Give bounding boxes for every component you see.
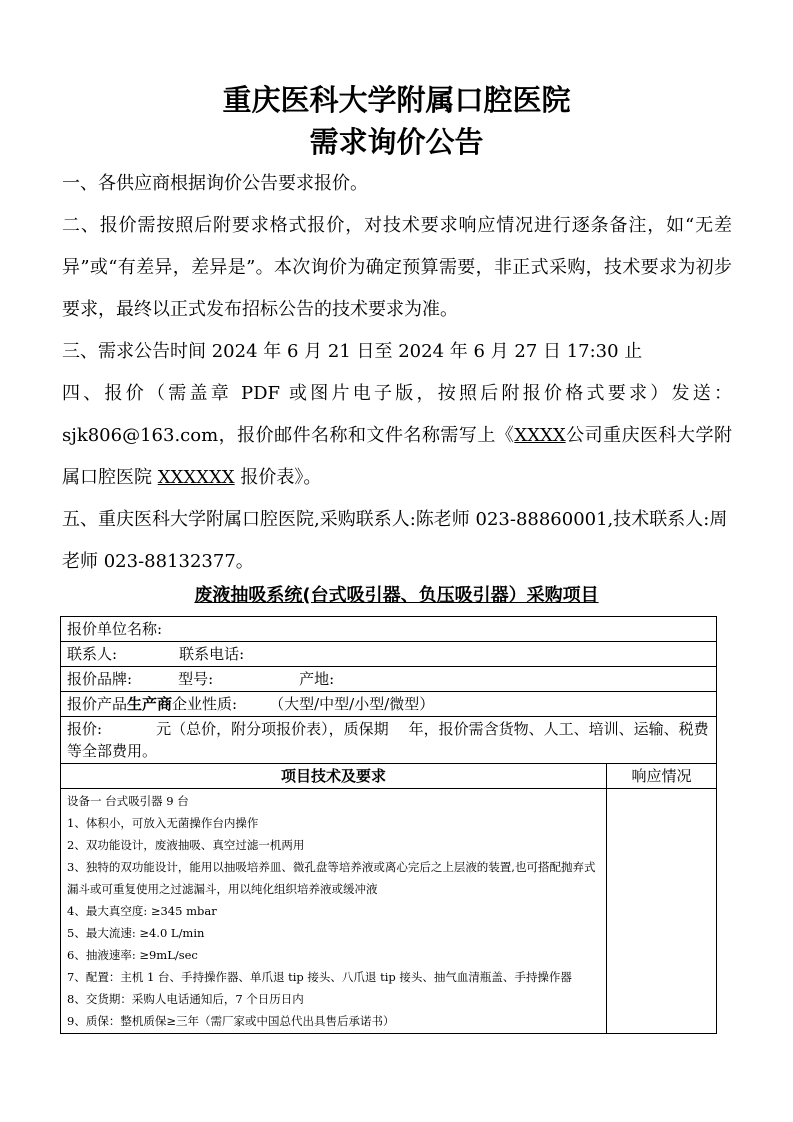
maker-label-a: 报价产品 — [67, 695, 128, 713]
price-label-c: 年，报价需含货物、人工、培训、运输、税费等全部费用。 — [67, 720, 709, 760]
phone-label: 联系电话: — [179, 645, 245, 663]
table-row — [61, 667, 717, 692]
response-header: 响应情况 — [631, 767, 692, 785]
tech-item: 7、配置：主机 1 台、手持操作器、单爪退 tip 接头、八爪退 tip 接头、抽气血清瓶盖、手持操作器 — [67, 970, 572, 984]
company-placeholder: XXXX — [514, 425, 566, 446]
paragraph-3: 三、需求公告时间 2024 年 6 月 21 日至 2024 年 6 月 27 日 17:30 止 — [62, 341, 643, 362]
paragraph-1: 一、各供应商根据询价公告要求报价。 — [62, 173, 368, 194]
maker-options: （大型/中型/小型/微型） — [269, 695, 435, 713]
price-cell — [61, 717, 717, 764]
paragraph-4-text-c: 报价表》。 — [234, 467, 322, 488]
contact-label: 联系人: — [67, 645, 118, 663]
document-title: 重庆医科大学附属口腔医院 — [222, 83, 571, 117]
quote-form-table — [60, 616, 717, 1034]
table-row — [61, 642, 717, 667]
table-row — [61, 617, 717, 642]
paragraph-2: 二、报价需按照后附要求格式报价，对技术要求响应情况进行逐条备注，如“无差异”或“有差异，差异是”。本次询价为确定预算需要，非正式采购，技术要求为初步要求，最终以正式发布招标公告的技术要求为准。 — [62, 215, 732, 320]
tech-item: 3、独特的双功能设计，能用以抽吸培养皿、微孔盘等培养液或离心完后之上层液的装置,也可搭配抛弃式漏斗或可重复使用之过滤漏斗，用以纯化组织培养液或缓冲液 — [67, 860, 596, 896]
document-subtitle: 需求询价公告 — [309, 125, 484, 159]
price-label-b: 元（总价，附分项报价表），质保期 — [156, 720, 389, 738]
unit-cell — [61, 617, 717, 642]
paragraph-4-text-b: 公司重庆医科大学附属口腔医院 — [62, 425, 732, 488]
maker-label-c: 企业性质: — [172, 695, 238, 713]
tech-item: 2、双功能设计，废液抽吸、真空过滤一机两用 — [67, 838, 305, 852]
tech-item: 9、质保：整机质保≥三年（需厂家或中国总代出具售后承诺书） — [67, 1014, 395, 1028]
tech-item: 设备一 台式吸引器 9 台 — [67, 794, 189, 808]
unit-label: 报价单位名称: — [67, 620, 163, 638]
maker-cell — [61, 692, 717, 717]
tech-item: 1、体积小，可放入无菌操作台内操作 — [67, 816, 259, 830]
table-row — [61, 717, 717, 764]
model-label: 型号: — [178, 670, 214, 688]
brand-cell — [61, 667, 717, 692]
quote-placeholder: XXXXXX — [157, 467, 235, 488]
tech-item: 4、最大真空度: ≥345 mbar — [67, 904, 217, 918]
tech-requirements-cell — [61, 789, 607, 1034]
price-label-a: 报价: — [67, 720, 103, 738]
tech-item: 8、交货期：采购人电话通知后，7 个日历日内 — [67, 992, 304, 1006]
maker-label-b: 生产商 — [127, 695, 173, 713]
project-title: 废液抽吸系统(台式吸引器、负压吸引器）采购项目 — [194, 585, 599, 606]
brand-label: 报价品牌: — [67, 670, 133, 688]
paragraph-4 — [62, 373, 732, 499]
table-row — [61, 764, 717, 789]
tech-header: 项目技术及要求 — [280, 767, 386, 785]
tech-item: 5、最大流速: ≥4.0 L/min — [67, 926, 205, 940]
tech-header-cell — [61, 764, 607, 789]
table-row — [61, 789, 717, 1034]
tech-item: 6、抽液速率: ≥9mL/sec — [67, 948, 198, 962]
paragraph-5: 五、重庆医科大学附属口腔医院,采购联系人:陈老师 023-88860001,技术联系人:周老师 023-88132377。 — [62, 509, 728, 572]
response-header-cell — [607, 764, 717, 789]
response-cell[interactable] — [607, 789, 717, 1034]
contact-cell — [61, 642, 717, 667]
paragraph-4-text-a: 四、报价（需盖章 PDF 或图片电子版，按照后附报价格式要求）发送：sjk806@163.com，报价邮件名称和文件名称需写上《 — [62, 383, 732, 446]
origin-label: 产地: — [299, 670, 335, 688]
table-row — [61, 692, 717, 717]
